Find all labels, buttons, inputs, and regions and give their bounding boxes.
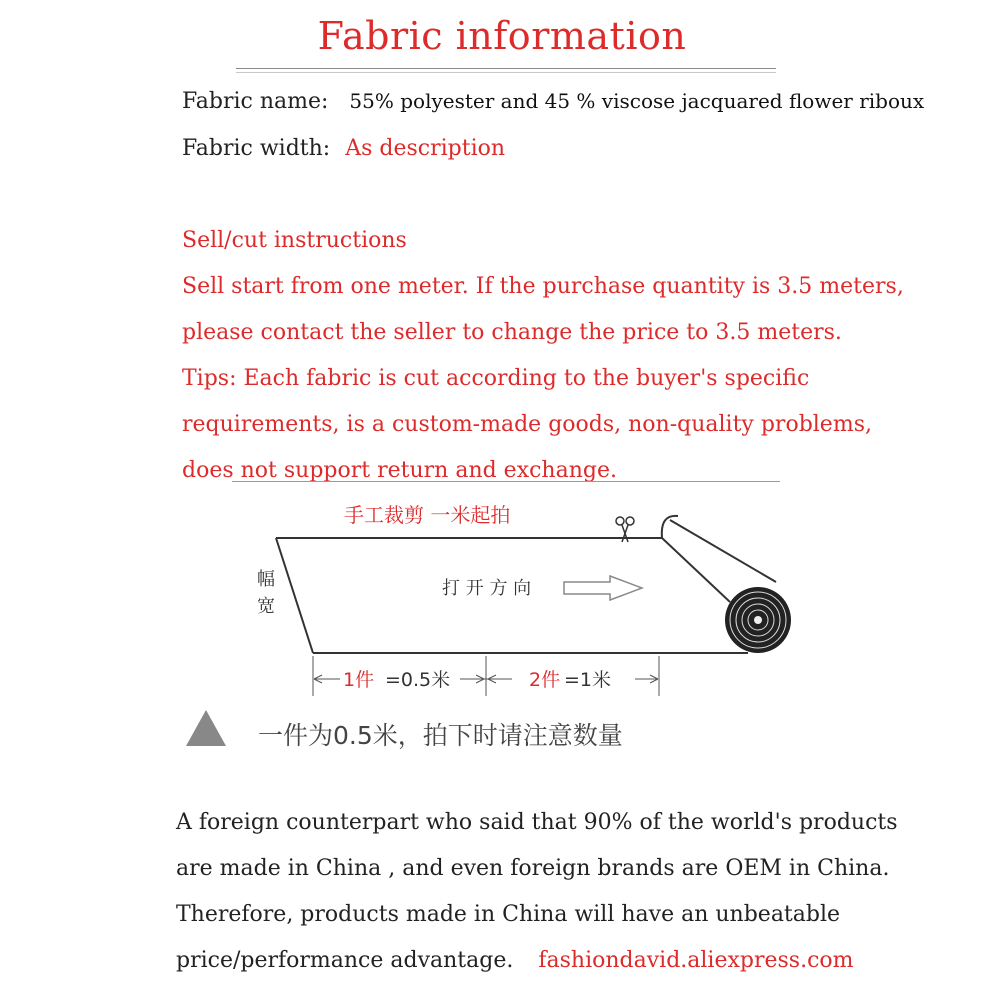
fabric-roll-diagram bbox=[150, 490, 850, 770]
fabric-width-row bbox=[182, 136, 505, 161]
quantity-notice: 一件为0.5米，拍下时请注意数量 bbox=[258, 721, 623, 750]
tips-line: does not support return and exchange. bbox=[182, 458, 617, 483]
store-link[interactable]: fashiondavid.aliexpress.com bbox=[538, 948, 854, 973]
fabric-width-value: As description bbox=[345, 136, 506, 161]
direction-arrow-icon bbox=[564, 576, 642, 600]
measure-one-piece-unit: 1件 bbox=[343, 669, 375, 691]
footer-last-line bbox=[176, 948, 854, 973]
title-divider bbox=[236, 68, 776, 73]
open-direction-label: 打 开 方 向 bbox=[442, 578, 532, 599]
width-label-char: 宽 bbox=[257, 596, 275, 617]
instructions-heading: Sell/cut instructions bbox=[182, 228, 407, 253]
footer-line: are made in China , and even foreign brands are OEM in China. bbox=[176, 856, 890, 881]
measure-one-piece-value: =0.5米 bbox=[385, 669, 451, 691]
fabric-roll-icon bbox=[662, 516, 791, 653]
warning-triangle-icon bbox=[186, 710, 226, 746]
page-title: Fabric information bbox=[317, 14, 687, 58]
fabric-name-label: Fabric name: bbox=[182, 89, 329, 114]
instructions-line: please contact the seller to change the price to 3.5 meters. bbox=[182, 320, 842, 345]
measure-two-piece-value: =1米 bbox=[564, 669, 612, 691]
fabric-width-label: Fabric width: bbox=[182, 136, 331, 161]
footer-line: Therefore, products made in China will have an unbeatable bbox=[176, 902, 841, 927]
tips-line: requirements, is a custom-made goods, non-quality problems, bbox=[182, 412, 872, 437]
footer-line: A foreign counterpart who said that 90% of the world's products bbox=[176, 810, 898, 835]
tips-line: Tips: Each fabric is cut according to the buyer's specific bbox=[182, 366, 810, 391]
fabric-name-value: 55% polyester and 45 % viscose jacquared flower riboux bbox=[349, 89, 925, 113]
fabric-name-row bbox=[182, 89, 924, 114]
measure-two-piece-unit: 2件 bbox=[529, 669, 561, 691]
diagram-top-rule bbox=[232, 481, 780, 482]
footer-line: price/performance advantage. bbox=[176, 948, 514, 973]
instructions-line: Sell start from one meter. If the purchase quantity is 3.5 meters, bbox=[182, 274, 904, 299]
width-label-char: 幅 bbox=[257, 569, 275, 590]
hand-cut-label: 手工裁剪 一米起拍 bbox=[344, 503, 511, 527]
